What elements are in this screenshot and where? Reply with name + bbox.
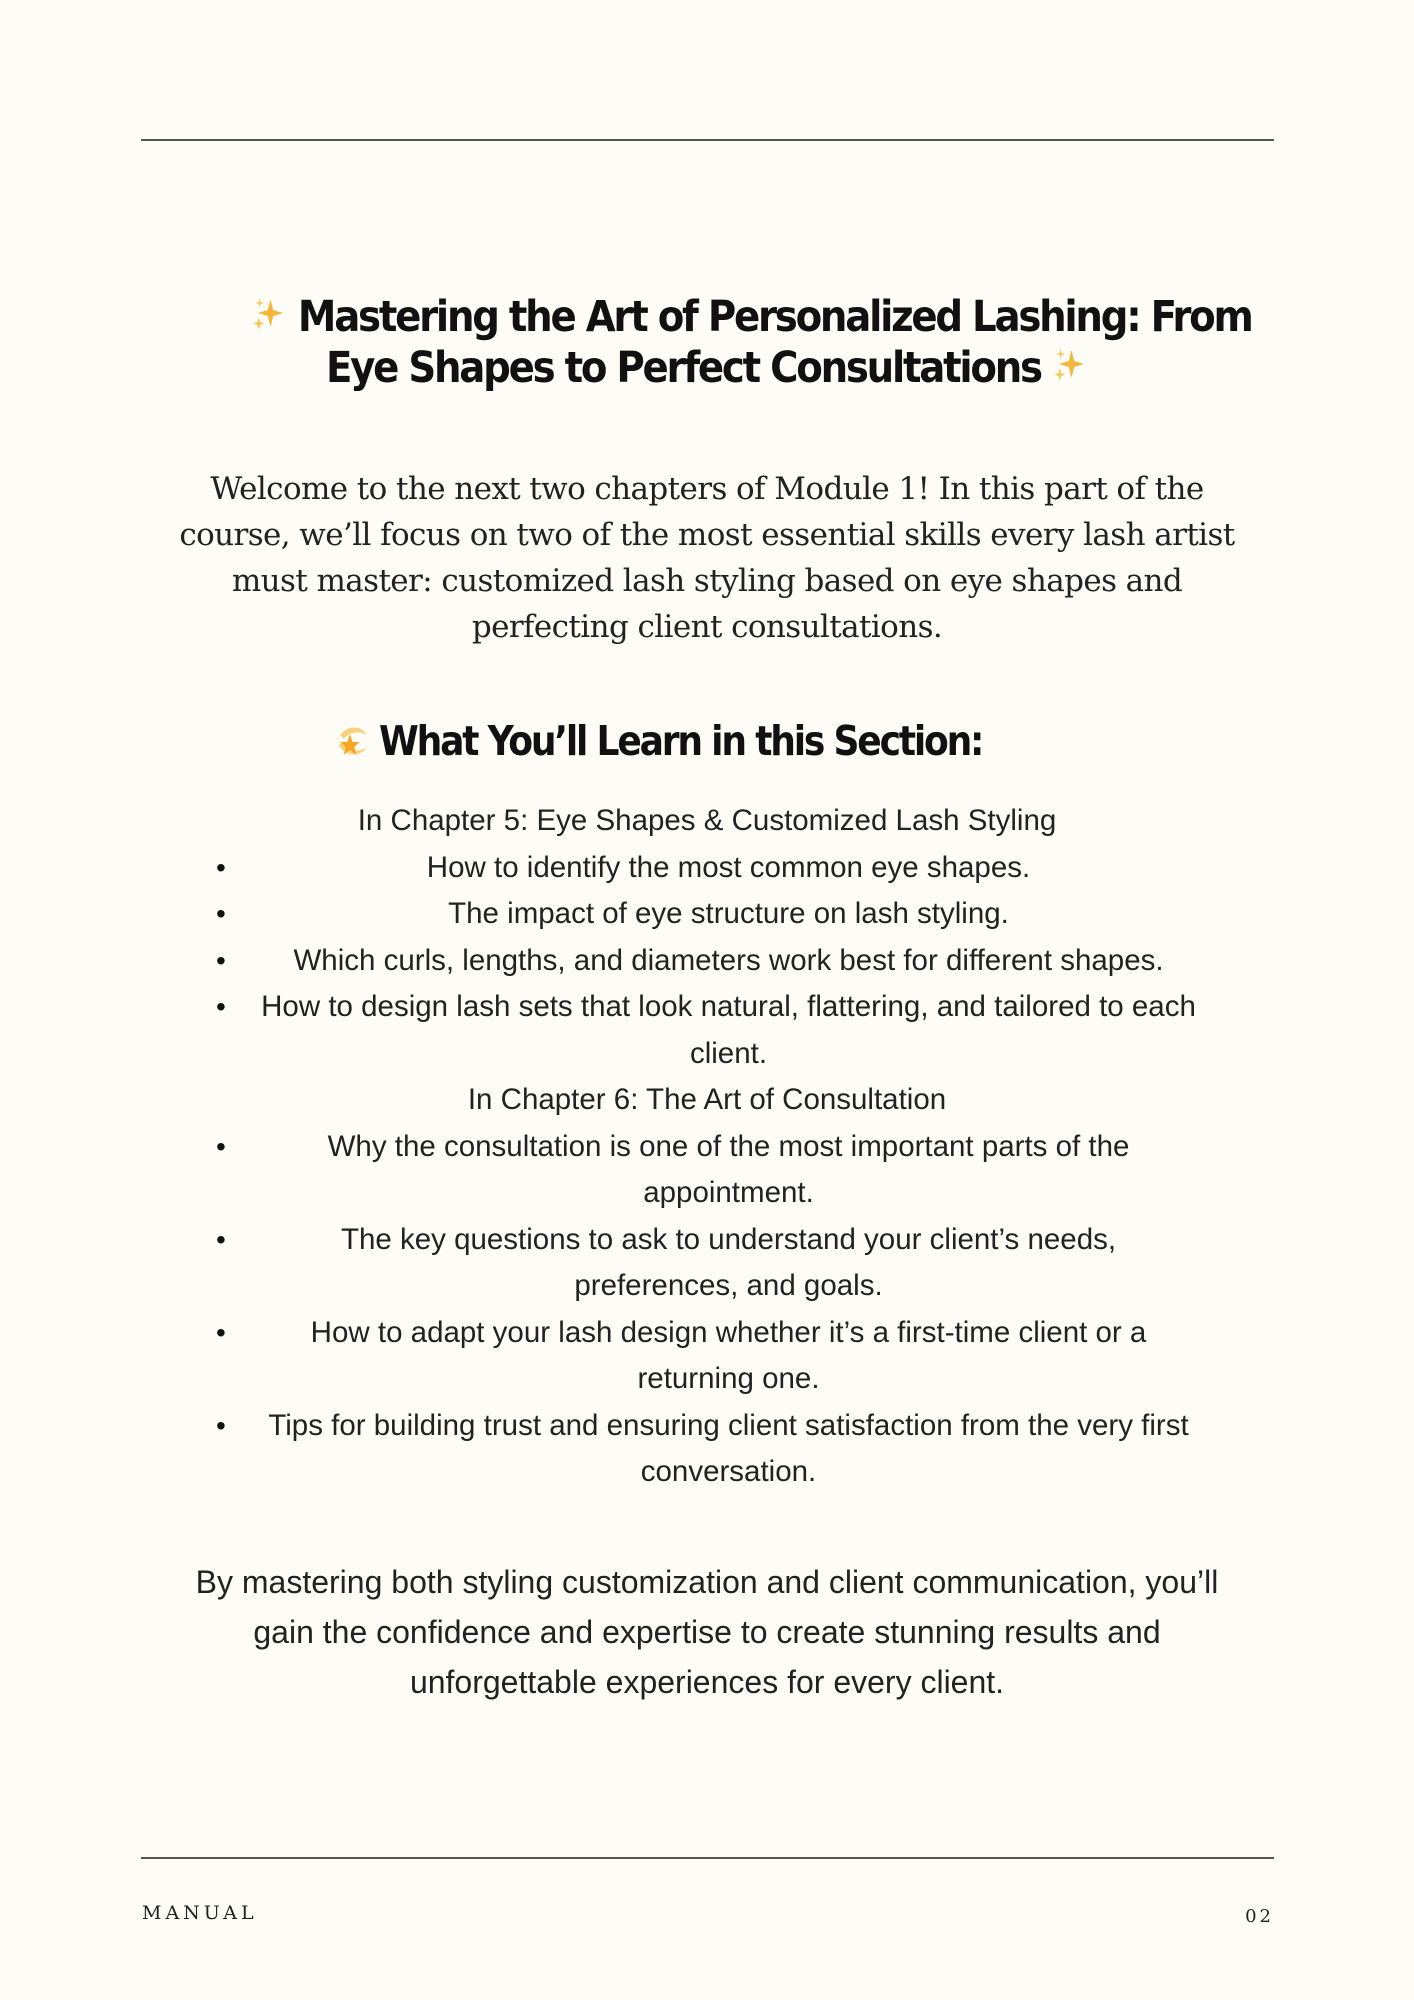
list-item (200, 1124, 1202, 1217)
bullet: • (216, 898, 226, 929)
learning-outline (200, 798, 1270, 1496)
chapter-6-list (200, 1124, 1270, 1496)
list-item (200, 891, 1202, 938)
bullet: • (216, 944, 226, 976)
list-item (200, 938, 1202, 985)
list-item-text: Tips for building trust and ensuring client satisfaction from the very first conversation. (268, 1408, 1189, 1488)
bullet: • (216, 1130, 226, 1162)
bottom-divider (141, 1857, 1274, 1859)
section-heading (335, 716, 982, 766)
title-line-1: Mastering the Art of Personalized Lashing: From (297, 292, 1252, 342)
list-item-text: How to design lash sets that look natural, flattering, and tailored to each client. (261, 990, 1196, 1070)
bullet: • (216, 1409, 226, 1441)
bullet: • (216, 991, 226, 1022)
chapter-6-heading: In Chapter 6: The Art of Consultation (467, 1083, 947, 1116)
shooting-star-icon (335, 721, 370, 761)
list-item-text: The key questions to ask to understand your client’s needs, preferences, and goals. (340, 1222, 1117, 1302)
footer-label: MANUAL (142, 1902, 258, 1924)
list-item (200, 1403, 1202, 1496)
list-item-text: How to identify the most common eye shapes. (426, 850, 1031, 884)
list-item-text: Which curls, lengths, and diameters work best for different shapes. (293, 943, 1164, 977)
list-item (200, 845, 1202, 892)
list-item-text: How to adapt your lash design whether it’s a first-time client or a returning one. (310, 1315, 1147, 1395)
list-item (200, 1217, 1202, 1310)
title-line-1-wrap (251, 292, 1252, 343)
closing-paragraph: By mastering both styling customization and client communication, you’ll gain the confidence and expertise to create stunning results and unforgettable experiences for every client. (195, 1564, 1219, 1700)
page-number: 02 (1245, 1906, 1274, 1927)
list-item (200, 984, 1202, 1077)
page-title (251, 292, 1252, 394)
title-line-2: Eye Shapes to Perfect Consultations (325, 343, 1041, 393)
list-item-text: The impact of eye structure on lash styling. (448, 897, 1009, 930)
sparkles-icon (1052, 346, 1088, 386)
list-item (200, 1310, 1202, 1403)
title-line-2-wrap (251, 343, 1164, 394)
bullet: • (216, 851, 226, 883)
bullet: • (216, 1316, 226, 1348)
top-divider (141, 139, 1274, 141)
list-item-text: Why the consultation is one of the most important parts of the appointment. (327, 1129, 1130, 1209)
bullet: • (216, 1223, 226, 1255)
chapter-5-list (200, 845, 1270, 1078)
intro-paragraph: Welcome to the next two chapters of Module 1! In this part of the course, we’ll focus on two of the most essential skills every lash artist must master: customized lash styling based on eye shapes and perfecting client consultations. (179, 471, 1235, 645)
sparkles-icon (251, 295, 287, 335)
section-heading-text: What You’ll Learn in this Section: (379, 717, 983, 765)
chapter-5-heading: In Chapter 5: Eye Shapes & Customized Lash Styling (357, 804, 1057, 837)
